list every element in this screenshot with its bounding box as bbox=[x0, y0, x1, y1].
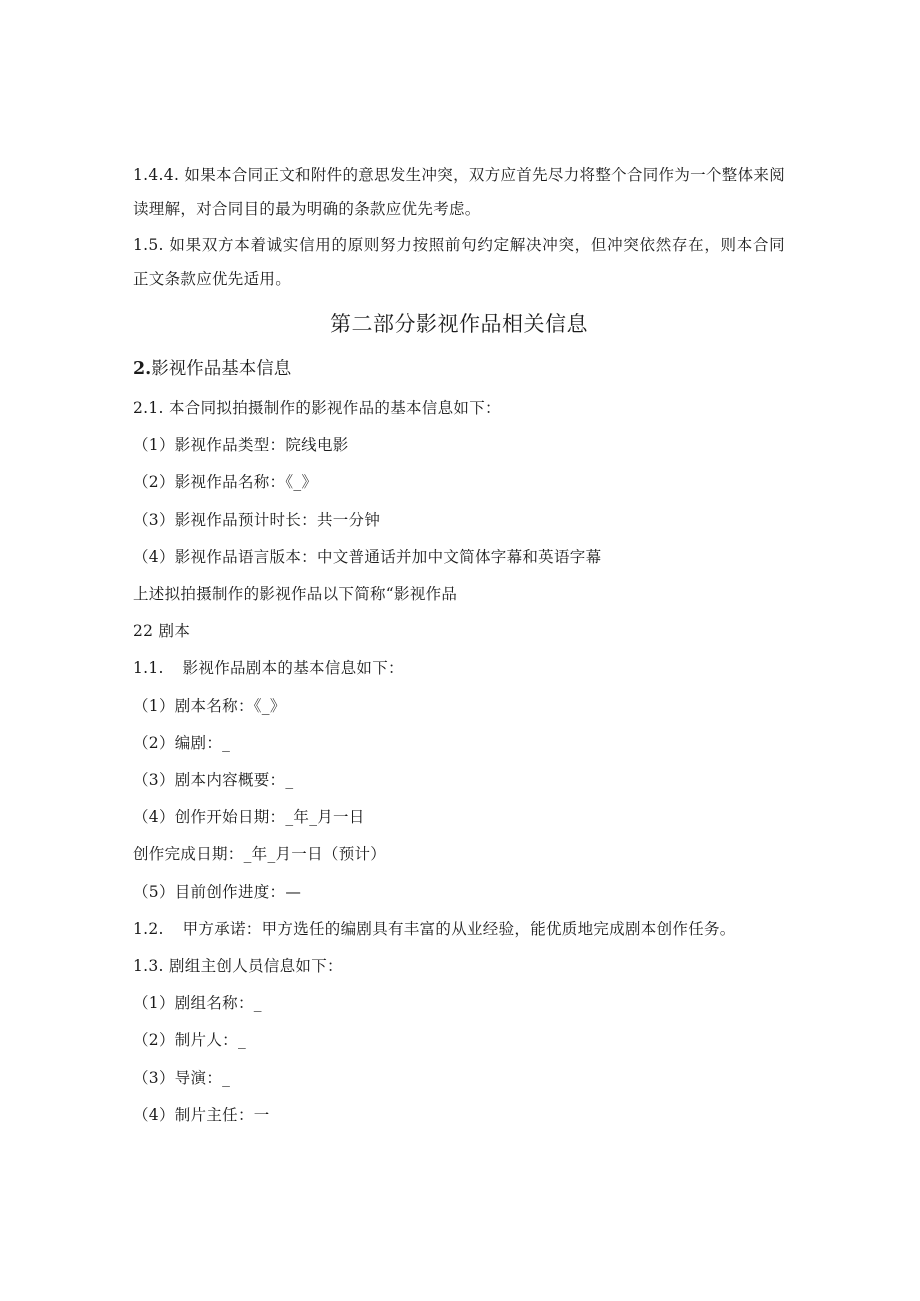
clause-number: 1.1. bbox=[133, 659, 164, 678]
section-number: 2. bbox=[133, 359, 152, 379]
list-item: （3）导演：_ bbox=[133, 1068, 231, 1087]
list-item: 创作完成日期：_年_月一日（预计） bbox=[133, 845, 387, 864]
clause-2-1: 2.1. 本合同拟拍摄制作的影视作品的基本信息如下： bbox=[133, 399, 501, 417]
list-item: （3）影视作品预计时长：共一分钟 bbox=[133, 510, 381, 529]
list-item: （5）目前创作进度：— bbox=[133, 882, 302, 901]
list-item: （2）影视作品名称：《_》 bbox=[133, 473, 318, 492]
part-title: 第二部分影视作品相关信息 bbox=[330, 312, 588, 336]
clause-text: 甲方承诺：甲方选任的编剧具有丰富的从业经验，能优质地完成剧本创作任务。 bbox=[182, 919, 736, 938]
list-item: （4）创作开始日期：_年_月一日 bbox=[133, 808, 365, 827]
list-item: （4）影视作品语言版本：中文普通话并加中文简体字幕和英语字幕 bbox=[133, 547, 602, 566]
list-item: （1）影视作品类型：院线电影 bbox=[133, 436, 349, 455]
list-item: （3）剧本内容概要：_ bbox=[133, 771, 294, 790]
clause-text: 影视作品剧本的基本信息如下： bbox=[182, 659, 404, 678]
clause-1-4-4: 1.4.4. 如果本合同正文和附件的意思发生冲突，双方应首先尽力将整个合同作为一个整体来阅读理解，对合同目的最为明确的条款应优先考虑。 bbox=[133, 166, 785, 218]
clause-1-1 bbox=[133, 650, 785, 687]
clause-1-2 bbox=[133, 911, 785, 948]
list-item: （4）制片主任：一 bbox=[133, 1105, 270, 1124]
list-item: （2）制片人：_ bbox=[133, 1031, 247, 1050]
list-item: （1）剧组名称：_ bbox=[133, 994, 262, 1013]
clause-1-3: 1.3. 剧组主创人员信息如下： bbox=[133, 957, 343, 976]
list-item: （2）编剧：_ bbox=[133, 733, 231, 752]
section-heading bbox=[133, 350, 785, 388]
subsection-heading: 22 剧本 bbox=[133, 622, 191, 641]
section-title: 影视作品基本信息 bbox=[151, 359, 292, 379]
document-body bbox=[133, 158, 785, 1134]
summary-line: 上述拟拍摄制作的影视作品以下简称“影视作品 bbox=[133, 585, 458, 604]
clause-1-5: 1.5. 如果双方本着诚实信用的原则努力按照前句约定解决冲突，但冲突依然存在，则本合同正文条款应优先适用。 bbox=[133, 236, 785, 288]
list-item: （1）剧本名称：《_》 bbox=[133, 696, 286, 715]
clause-number: 1.2. bbox=[133, 919, 164, 938]
